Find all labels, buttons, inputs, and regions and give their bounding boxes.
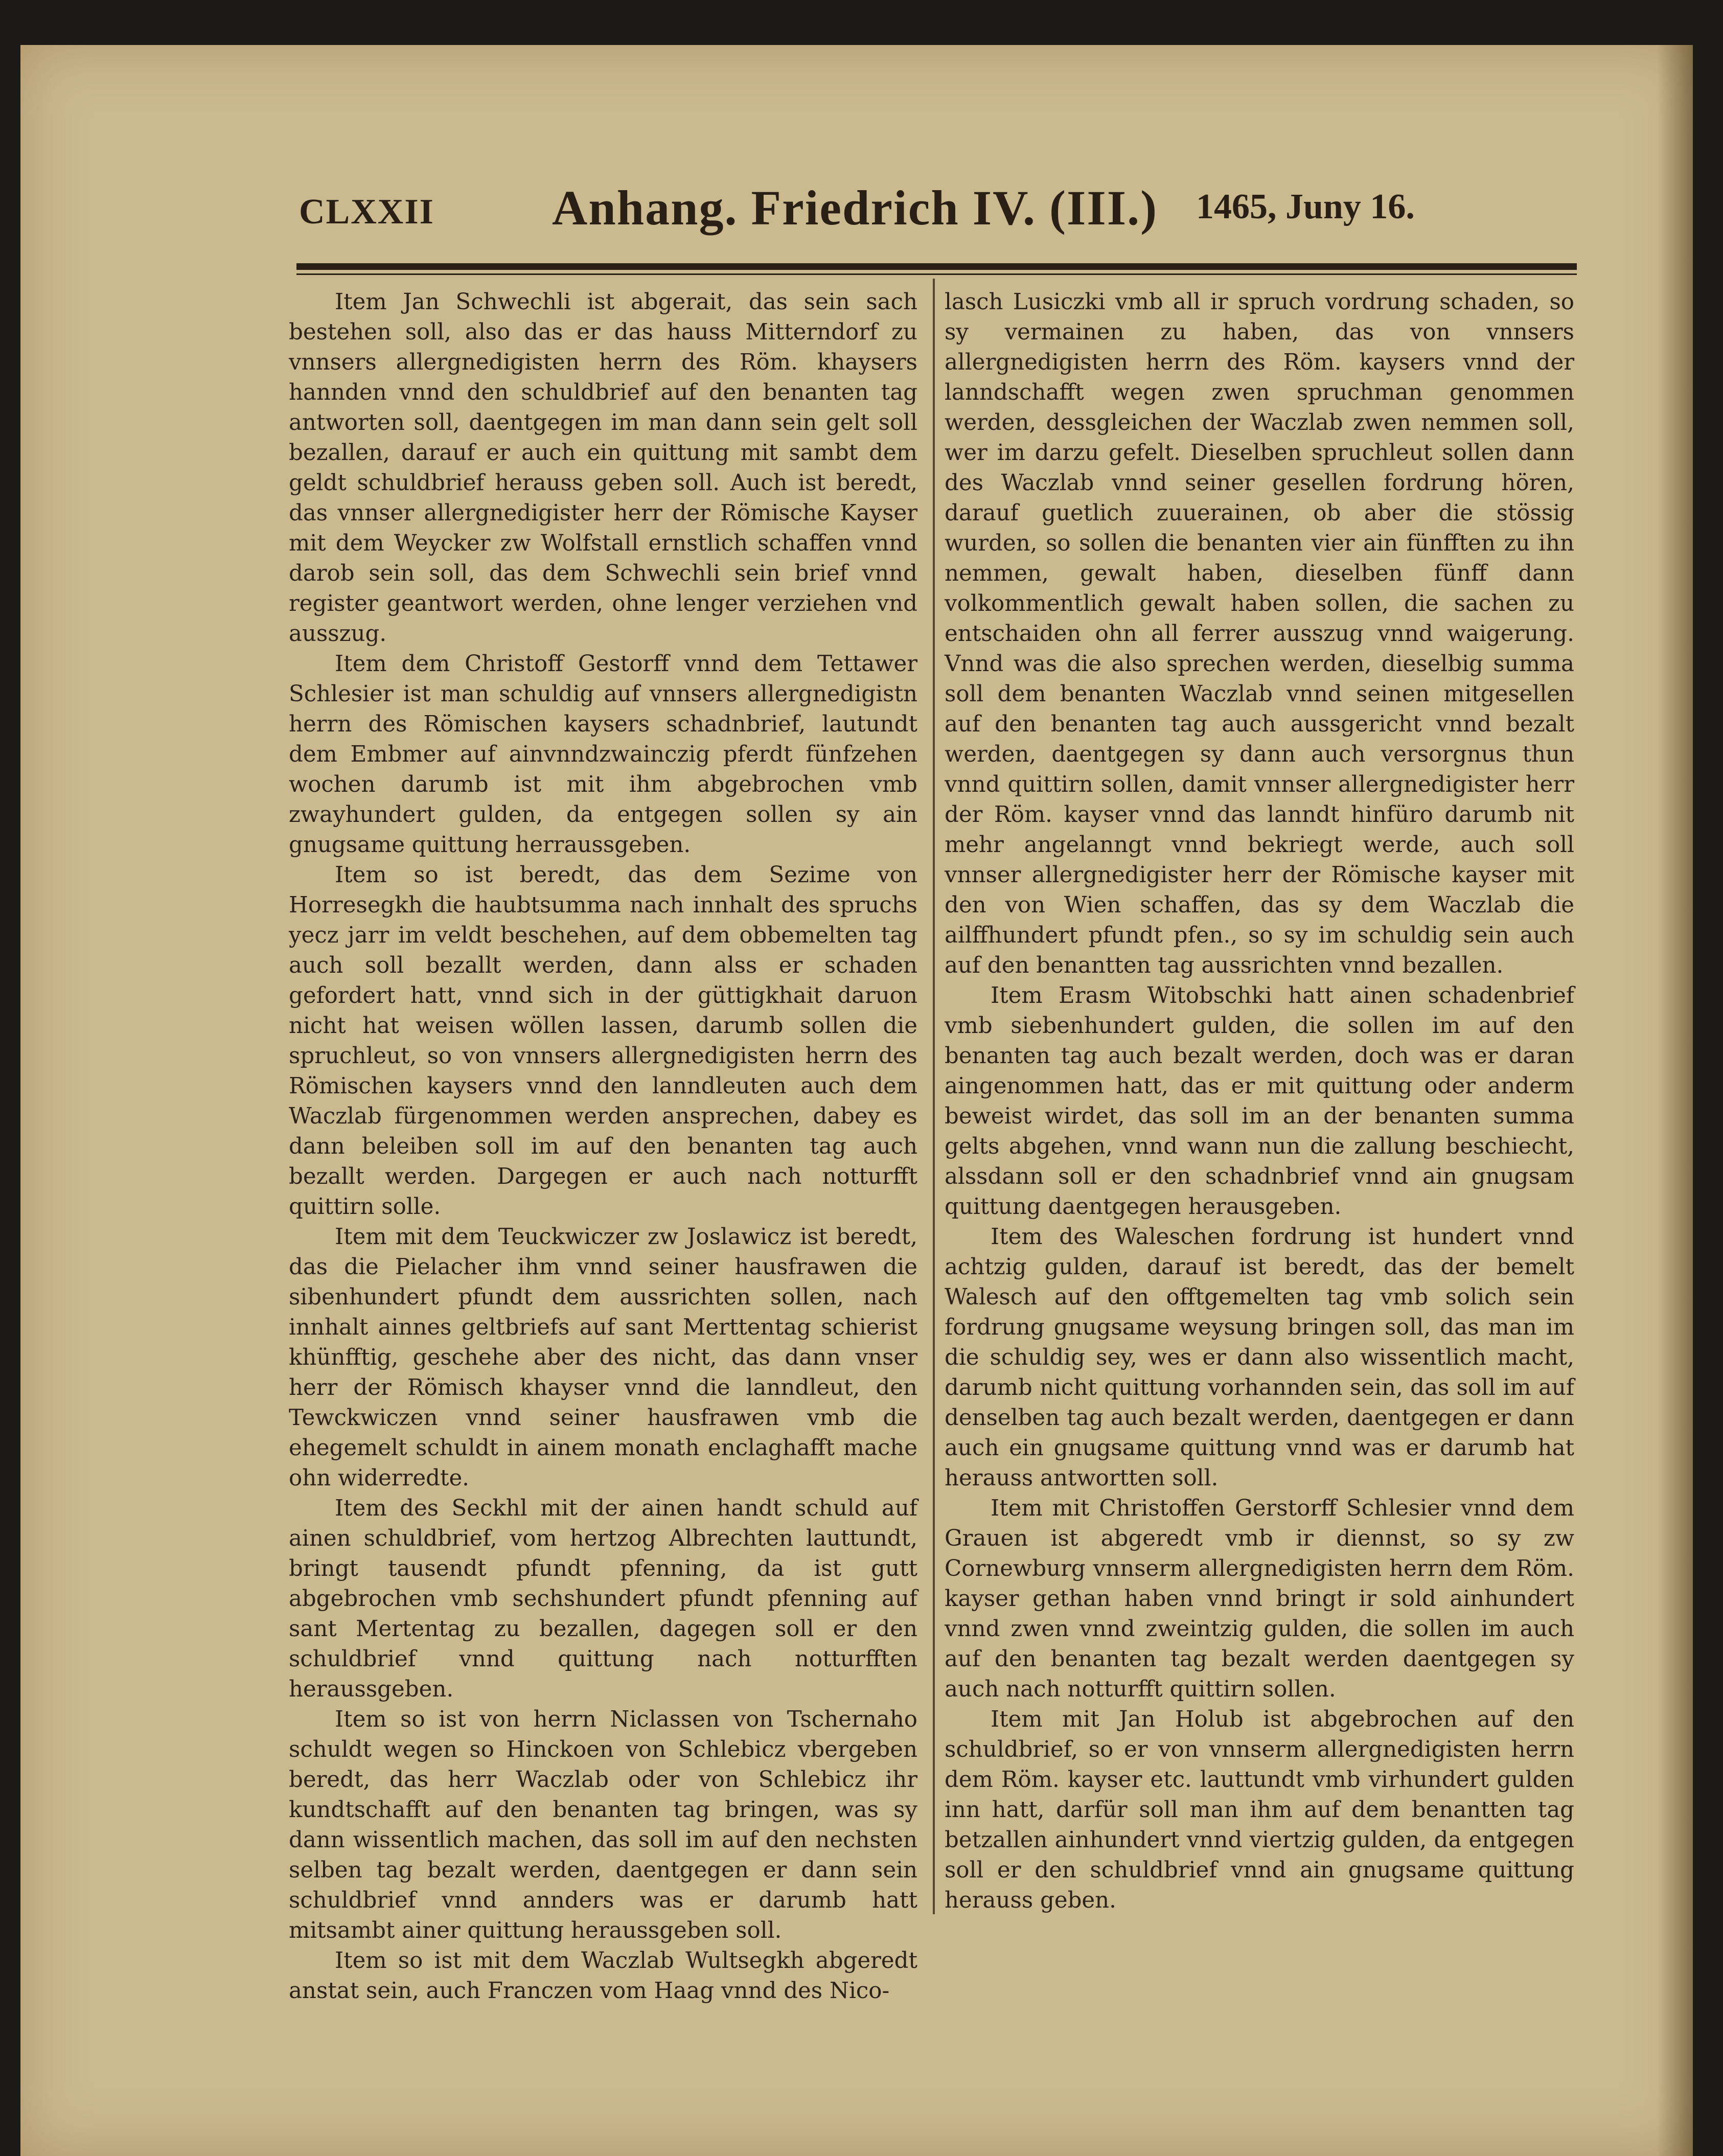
- header-rule-thin: [296, 273, 1577, 275]
- paragraph: Item Erasm Witobschki hatt ainen schadenbrief vmb siebenhundert gulden, die sollen im auf den benanten tag auch bezalt werden, doch was er daran aingenommen hatt, das er mit quittung oder anderm beweist wirdet, das soll im an der benanten summa gelts abgehen, vnnd wann nun die zallung beschiecht, alssdann soll er den schadnbrief vnnd ain gnugsam quittung daentgegen herausgeben.: [945, 983, 1574, 1220]
- paragraph-continued: lasch Lusiczki vmb all ir spruch vordrung schaden, so sy vermainen zu haben, das von vnnsers allergnedigisten herrn des Röm. kaysers vnnd der lanndschafft wegen zwen spruchman genommen werden, dessgleichen der Waczlab zwen nemmen soll, wer im darzu gefelt. Dieselben spruchleut sollen dann des Waczlab vnnd seiner gesellen fordrung hören, darauf guetlich zuuerainen, ob aber die stössig wurden, so sollen die benanten vier ain fünfften zu ihn nemmen, gewalt haben, dieselben fünff dann volkommentlich gewalt haben sollen, die sachen zu entschaiden ohn all ferrer ausszug vnnd waigerung. Vnnd was die also sprechen werden, dieselbig summa soll dem benanten Waczlab vnnd seinen mitgesellen auf den benanten tag auch aussgericht vnnd bezalt werden, daentgegen sy dann auch versorgnus thun vnnd quittirn sollen, damit vnnser allergnedigister herr der Röm. kayser vnnd das lanndt hinfüro darumb nit mehr angelanngt vnnd bekriegt werde, auch soll vnnser allergnedigister herr der Römische kayser mit den von Wien schaffen, das sy dem Waczlab die ailffhundert pfundt pfen., so sy im schuldig sein auch auf den benantten tag aussrichten vnnd bezallen.: [945, 289, 1574, 978]
- paragraph: Item so ist von herrn Niclassen von Tschernaho schuldt wegen so Hinckoen von Schlebicz vbergeben beredt, das herr Waczlab oder von Schlebicz ihr kundtschafft auf den benanten tag bringen, was sy dann wissentlich machen, das soll im auf den nechsten selben tag bezalt werden, daentgegen er dann sein schuldbrief vnnd annders was er darumb hatt mitsambt ainer quittung heraussgeben soll.: [289, 1707, 917, 1943]
- running-title: Anhang. Friedrich IV. (III.): [552, 180, 1158, 235]
- paragraph: Item mit Jan Holub ist abgebrochen auf den schuldbrief, so er von vnnserm allergnedigisten herrn dem Röm. kayser etc. lauttundt vmb virhundert gulden inn hatt, darfür soll man ihm auf dem benantten tag betzallen ainhundert vnnd viertzig gulden, da entgegen soll er den schuldbrief vnnd ain gnugsame quittung herauss geben.: [945, 1707, 1574, 1913]
- left-column: [289, 287, 917, 2006]
- column-divider: [933, 279, 935, 1914]
- paragraph: Item des Seckhl mit der ainen handt schuld auf ainen schuldbrief, vom hertzog Albrechten lauttundt, bringt tausendt pfundt pfenning, da ist gutt abgebrochen vmb sechshundert pfundt pfenning auf sant Mertentag zu bezallen, dagegen soll er den schuldbrief vnnd quittung nach notturfften heraussgeben.: [289, 1496, 917, 1702]
- folio-number: CLXXII: [299, 192, 434, 232]
- header-rule-thick: [296, 263, 1577, 270]
- right-column: [945, 287, 1574, 1916]
- paragraph: Item Jan Schwechli ist abgerait, das sein sach bestehen soll, also das er das hauss Mitterndorf zu vnnsers allergnedigisten herrn des Röm. khaysers hannden vnnd den schuldbrief auf den benanten tag antworten soll, daentgegen im man dann sein gelt soll bezallen, darauf er auch ein quittung mit sambt dem geldt schuldbrief herauss geben soll. Auch ist beredt, das vnnser allergnedigister herr der Römische Kayser mit dem Weycker zw Wolfstall ernstlich schaffen vnnd darob sein soll, das dem Schwechli sein brief vnnd register geantwort werden, ohne lenger verziehen vnd ausszug.: [289, 289, 917, 647]
- paragraph: Item dem Christoff Gestorff vnnd dem Tettawer Schlesier ist man schuldig auf vnnsers allergnedigistn herrn des Römischen kaysers schadnbrief, lautundt dem Embmer auf ainvnndzwainczig pferdt fünfzehen wochen darumb ist mit ihm abgebrochen vmb zwayhundert gulden, da entgegen sollen sy ain gnugsame quittung herraussgeben.: [289, 651, 917, 858]
- paragraph: Item so ist beredt, das dem Sezime von Horresegkh die haubtsumma nach innhalt des spruchs yecz jarr im veldt beschehen, auf dem obbemelten tag auch soll bezallt werden, dann alss er schaden gefordert hatt, vnnd sich in der güttigkhait daruon nicht hat weisen wöllen lassen, darumb sollen die spruchleut, so von vnnsers allergnedigisten herrn des Römischen kaysers vnnd den lanndleuten auch dem Waczlab fürgenommen werden ansprechen, dabey es dann beleiben soll im auf den benanten tag auch bezallt werden. Dargegen er auch nach notturfft quittirn solle.: [289, 862, 917, 1220]
- paragraph: Item des Waleschen fordrung ist hundert vnnd achtzig gulden, darauf ist beredt, das der bemelt Walesch auf den offtgemelten tag vmb solich sein fordrung gnugsame weysung bringen soll, das man im die schuldig sey, wes er dann also wissentlich macht, darumb nicht quittung vorhannden sein, das soll im auf denselben tag auch bezalt werden, daentgegen er dann auch ein gnugsame quittung vnnd was er darumb hat herauss antwortten soll.: [945, 1224, 1574, 1491]
- page-header: [286, 146, 1584, 238]
- paragraph: Item mit dem Teuckwiczer zw Joslawicz ist beredt, das die Pielacher ihm vnnd seiner hausfrawen die sibenhundert pfundt dem aussrichten sollen, nach innhalt ainnes geltbriefs auf sant Merttentag schierist khünfftig, geschehe aber des nicht, das dann vnser herr der Römisch khayser vnnd die lanndleut, den Tewckwiczen vnnd seiner hausfrawen vmb die ehegemelt schuldt in ainem monath enclaghafft mache ohn widerredte.: [289, 1224, 917, 1491]
- header-date: 1465, Juny 16.: [1196, 187, 1415, 226]
- paragraph: Item mit Christoffen Gerstorff Schlesier vnnd dem Grauen ist abgeredt vmb ir diennst, so sy zw Cornewburg vnnserm allergnedigisten herrn dem Röm. kayser gethan haben vnnd bringt ir sold ainhundert vnnd zwen vnnd zweintzig gulden, die sollen im auch auf den benanten tag bezalt werden daentgegen sy auch nach notturfft quittirn sollen.: [945, 1496, 1574, 1702]
- paragraph: Item so ist mit dem Waczlab Wultsegkh abgeredt anstat sein, auch Franczen vom Haag vnnd des Nico-: [289, 1948, 917, 2004]
- page-spine-shadow: [1657, 45, 1693, 2156]
